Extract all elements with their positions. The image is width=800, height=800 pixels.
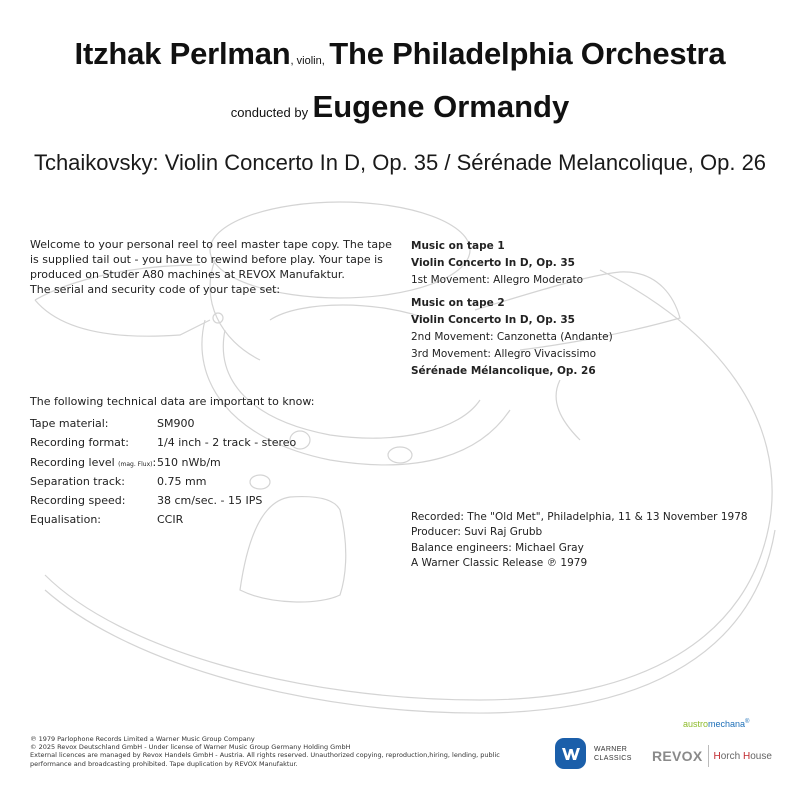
legal-line: ℗ 1979 Parlophone Records Limited a Warner Music Group Company — [30, 735, 255, 743]
serial-code-label: The serial and security code of your tape set: — [30, 283, 281, 296]
conductor-heading — [0, 89, 800, 125]
tech-label: Equalisation: — [30, 513, 102, 527]
warner-line2: CLASSICS — [594, 754, 632, 762]
tape2-work: Violin Concerto In D, Op. 35 — [411, 314, 575, 326]
intro-text — [30, 237, 400, 297]
tech-row — [30, 472, 390, 491]
tech-row — [30, 491, 390, 510]
credit-line: Recorded: The "Old Met", Philadelphia, 11 & 13 November 1978 — [411, 511, 748, 523]
tech-value: 1/4 inch - 2 track - stereo — [157, 436, 297, 450]
tech-label: Tape material: — [30, 417, 109, 430]
technical-data-lead: The following technical data are important to know: — [30, 395, 315, 408]
revox-horch-house-logo — [652, 745, 772, 767]
tech-label — [30, 453, 157, 472]
intro-paragraph: Welcome to your personal reel to reel master tape copy. The tape is supplied tail out - you have to rewind before play. Your tape is produced on Studer A80 machines at REVOX Manufaktur. — [30, 238, 392, 281]
credit-line: A Warner Classic Release ℗ 1979 — [411, 556, 588, 569]
austromechana-part1: austro — [683, 719, 709, 729]
artist-name: Itzhak Perlman — [74, 36, 291, 71]
registered-mark: ® — [745, 719, 750, 725]
warner-wordmark — [594, 745, 632, 763]
tech-label: Separation track: — [30, 474, 126, 488]
legal-line: External licences are managed by Revox Handels GmbH - Austria. All rights reserved. Unauthorized copying, reproduction,hiring, lending, public performance and broadcasting prohibited. Tape duplication by REVOX Manufaktur. — [30, 751, 500, 768]
tape1-heading: Music on tape 1 — [411, 240, 505, 252]
orchestra-name: The Philadelphia Orchestra — [329, 36, 726, 71]
credit-line: Producer: Suvi Raj Grubb — [411, 526, 543, 539]
tape2-movement: 2nd Movement: Canzonetta (Andante) — [411, 331, 613, 343]
austromechana-part2: mechana — [708, 719, 746, 729]
tech-row — [30, 453, 390, 472]
austromechana-logo — [683, 719, 749, 729]
tech-label: Recording speed: — [30, 494, 126, 508]
tech-value: CCIR — [157, 513, 184, 527]
tech-value: 0.75 mm — [157, 474, 207, 488]
legal-line: © 2025 Revox Deutschland GmbH - Under license of Warner Music Group Germany Holding GmbH — [30, 743, 351, 752]
tech-row — [30, 414, 390, 433]
tech-label-note: (mag. Flux) — [118, 460, 153, 468]
revox-wordmark: REVOX — [652, 748, 703, 764]
music-listing — [411, 238, 741, 380]
recording-credits — [411, 510, 771, 571]
tech-row — [30, 433, 390, 452]
tape1-work: Violin Concerto In D, Op. 35 — [411, 257, 575, 269]
conductor-name: Eugene Ormandy — [312, 89, 570, 124]
horch-house-wordmark: Horch House — [713, 750, 772, 762]
tech-value: 510 nWb/m — [157, 455, 221, 469]
performers-heading — [0, 36, 800, 72]
legal-notice — [30, 735, 540, 768]
artist-role: , violin, — [290, 55, 325, 67]
technical-data — [30, 394, 390, 530]
tape2-heading: Music on tape 2 — [411, 297, 505, 309]
conductor-prefix: conducted by — [230, 105, 309, 120]
warner-line1: WARNER — [594, 745, 628, 753]
tech-label: Recording format: — [30, 436, 129, 450]
tape1-movement: 1st Movement: Allegro Moderato — [411, 274, 583, 286]
tech-label-suffix: : — [152, 455, 157, 469]
tape2-movement: 3rd Movement: Allegro Vivacissimo — [411, 348, 597, 360]
warner-w-icon — [555, 738, 586, 769]
tech-label-text: Recording level — [30, 455, 115, 469]
tech-value: SM900 — [157, 417, 195, 430]
credit-line: Balance engineers: Michael Gray — [411, 541, 584, 554]
tech-row — [30, 510, 390, 529]
logo-divider — [708, 745, 709, 767]
work-title: Tchaikovsky: Violin Concerto In D, Op. 35 / Sérénade Melancolique, Op. 26 — [33, 150, 767, 175]
tape2-work2: Sérénade Mélancolique, Op. 26 — [411, 365, 596, 377]
warner-classics-logo — [555, 738, 632, 769]
tech-value: 38 cm/sec. - 15 IPS — [157, 494, 263, 508]
